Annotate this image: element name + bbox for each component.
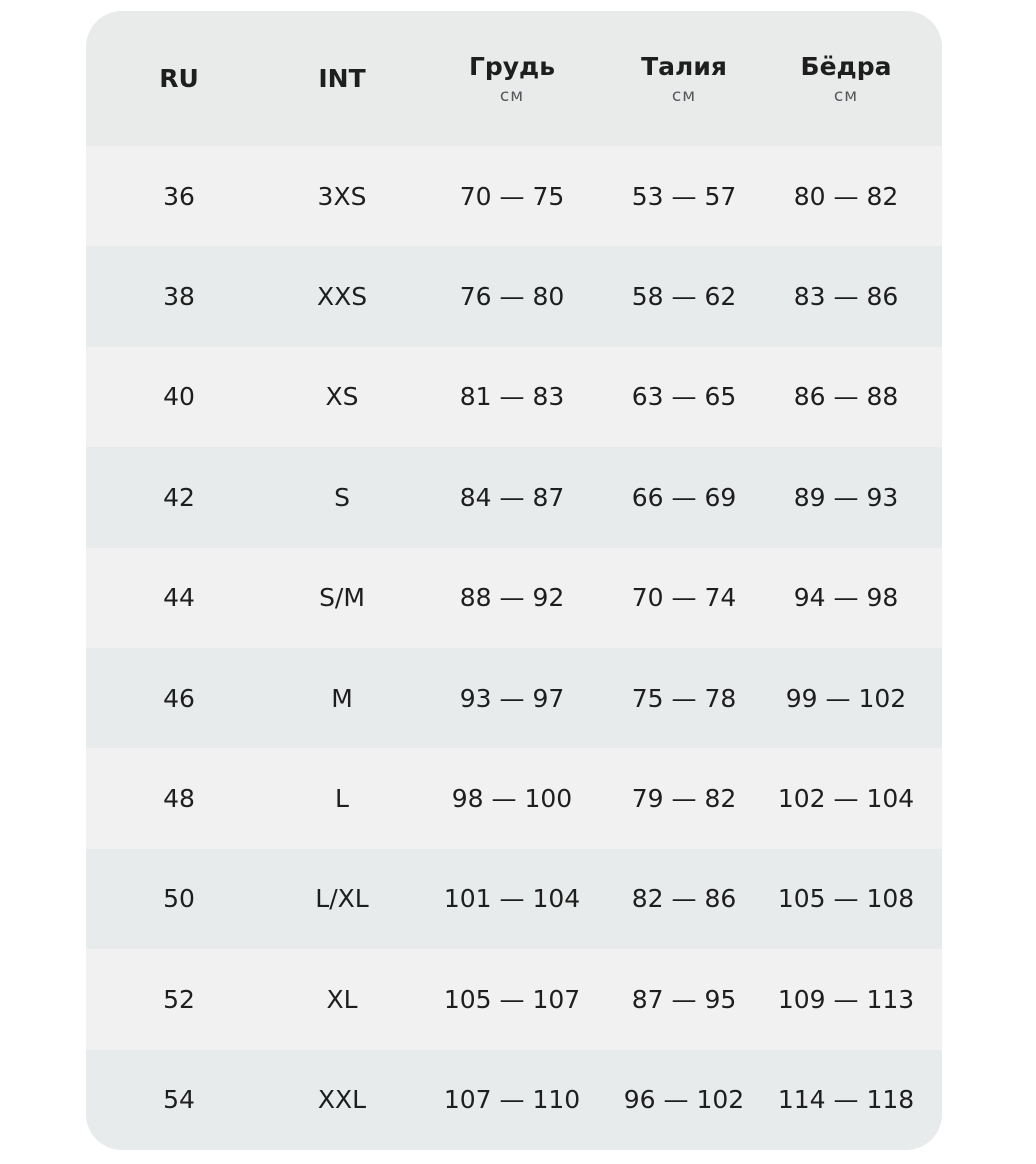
cell-hips-range: 105 — 108 xyxy=(777,884,915,914)
cell-waist-range: 58 — 62 xyxy=(631,282,737,312)
cell-chest-range: 107 — 110 xyxy=(443,1085,581,1115)
cell-chest-range: 84 — 87 xyxy=(459,482,565,512)
size-chart-table xyxy=(86,11,942,1150)
header-unit: см xyxy=(671,85,697,106)
cell-waist-range: 63 — 65 xyxy=(631,382,737,412)
header-unit: см xyxy=(833,85,859,106)
table-row xyxy=(86,347,942,447)
header-unit: см xyxy=(499,85,525,106)
cell-chest-range: 76 — 80 xyxy=(459,282,565,312)
cell-chest-range: 93 — 97 xyxy=(459,683,565,713)
cell-int-size: 3XS xyxy=(317,181,367,211)
cell-waist-range: 87 — 95 xyxy=(631,984,737,1014)
cell-waist-range: 79 — 82 xyxy=(631,784,737,814)
cell-ru-size: 40 xyxy=(163,382,195,412)
cell-hips-range: 114 — 118 xyxy=(777,1085,915,1115)
cell-ru-size: 44 xyxy=(163,583,195,613)
cell-hips-range: 94 — 98 xyxy=(793,583,899,613)
cell-chest-range: 101 — 104 xyxy=(443,884,581,914)
cell-hips-range: 102 — 104 xyxy=(777,784,915,814)
cell-chest-range: 70 — 75 xyxy=(459,181,565,211)
header-title: Грудь xyxy=(468,51,556,81)
table-row xyxy=(86,949,942,1049)
table-header xyxy=(86,11,942,146)
cell-hips-range: 109 — 113 xyxy=(777,984,915,1014)
cell-int-size: S/M xyxy=(319,583,365,613)
cell-waist-range: 96 — 102 xyxy=(623,1085,745,1115)
header-title: RU xyxy=(159,63,199,93)
cell-chest-range: 105 — 107 xyxy=(443,984,581,1014)
cell-int-size: S xyxy=(334,482,350,512)
cell-int-size: XXS xyxy=(316,282,368,312)
table-row xyxy=(86,246,942,346)
table-row xyxy=(86,1050,942,1150)
cell-ru-size: 52 xyxy=(163,984,195,1014)
cell-ru-size: 42 xyxy=(163,482,195,512)
table-row xyxy=(86,447,942,547)
cell-waist-range: 82 — 86 xyxy=(631,884,737,914)
header-title: Бёдра xyxy=(800,51,892,81)
cell-waist-range: 70 — 74 xyxy=(631,583,737,613)
table-row xyxy=(86,146,942,246)
cell-waist-range: 53 — 57 xyxy=(631,181,737,211)
header-title: INT xyxy=(318,63,366,93)
cell-ru-size: 46 xyxy=(163,683,195,713)
header-hips xyxy=(746,11,942,146)
cell-int-size: XS xyxy=(325,382,359,412)
cell-hips-range: 99 — 102 xyxy=(785,683,907,713)
table-row xyxy=(86,548,942,648)
table-row xyxy=(86,648,942,748)
table-row xyxy=(86,849,942,949)
cell-waist-range: 75 — 78 xyxy=(631,683,737,713)
cell-ru-size: 50 xyxy=(163,884,195,914)
table-row xyxy=(86,748,942,848)
cell-hips-range: 83 — 86 xyxy=(793,282,899,312)
cell-int-size: L/XL xyxy=(315,884,369,914)
cell-hips-range: 86 — 88 xyxy=(793,382,899,412)
cell-ru-size: 36 xyxy=(163,181,195,211)
header-chest xyxy=(412,11,612,146)
header-title: Талия xyxy=(641,51,727,81)
cell-chest-range: 98 — 100 xyxy=(451,784,573,814)
cell-int-size: M xyxy=(331,683,353,713)
cell-int-size: XL xyxy=(326,984,358,1014)
cell-ru-size: 48 xyxy=(163,784,195,814)
cell-int-size: XXL xyxy=(317,1085,367,1115)
table-body xyxy=(86,146,942,1150)
cell-chest-range: 88 — 92 xyxy=(459,583,565,613)
cell-chest-range: 81 — 83 xyxy=(459,382,565,412)
cell-hips-range: 89 — 93 xyxy=(793,482,899,512)
cell-ru-size: 38 xyxy=(163,282,195,312)
cell-ru-size: 54 xyxy=(163,1085,195,1115)
cell-int-size: L xyxy=(335,784,349,814)
cell-waist-range: 66 — 69 xyxy=(631,482,737,512)
cell-hips-range: 80 — 82 xyxy=(793,181,899,211)
